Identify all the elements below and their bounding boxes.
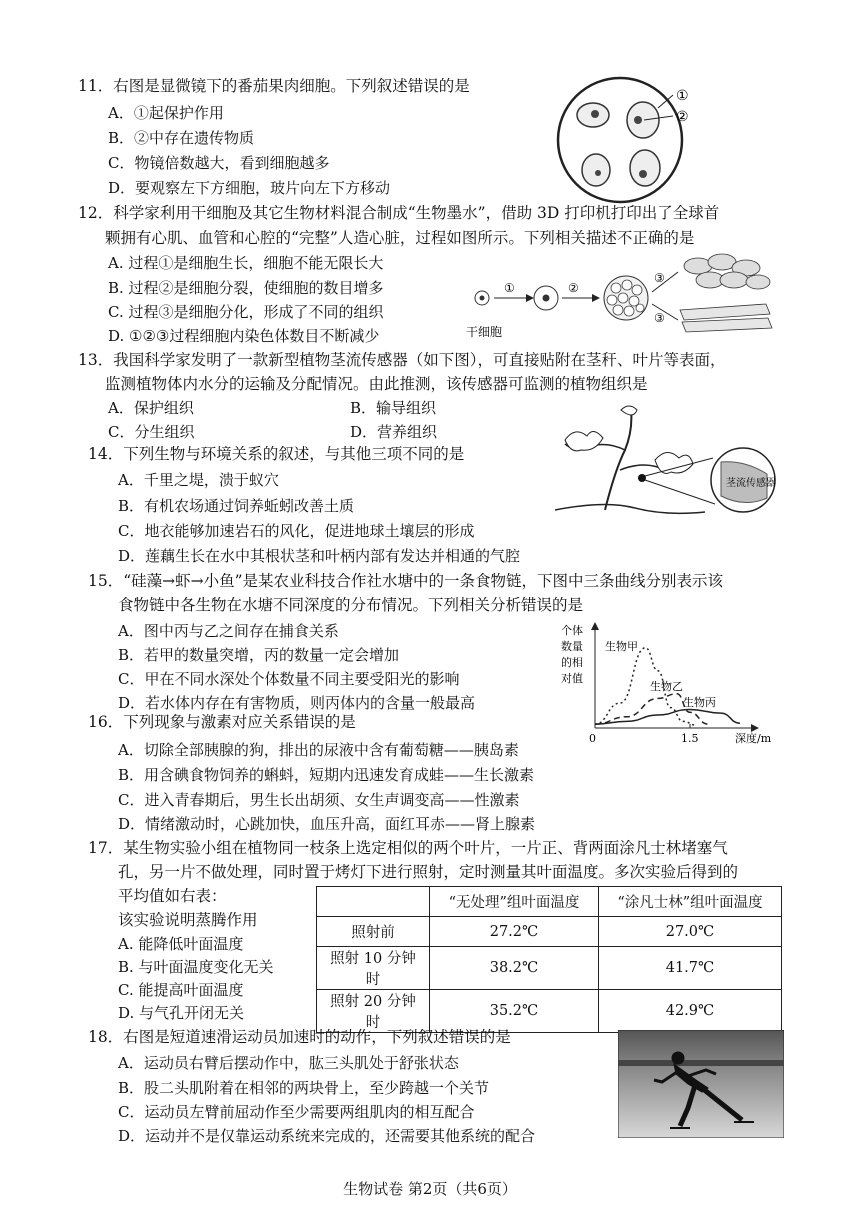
q15-option-c: C．甲在不同水深处个体数量不同主要受阳光的影响 (118, 670, 460, 688)
y-axis-label-4: 对值 (561, 672, 583, 685)
q14-option-b: B．有机农场通过饲养蚯蚓改善土质 (118, 497, 355, 515)
x-tick-1: 1.5 (681, 732, 699, 745)
microscope-cells-figure (548, 70, 708, 210)
q15-stem-line1: 15．“硅藻→虾→小鱼”是某农业科技合作社水塘中的一条食物链，下图中三条曲线分别表示该 (88, 572, 724, 590)
q18-option-c: C．运动员左臂前屈动作至少需要两组肌肉的相互配合 (118, 1103, 475, 1121)
series-line-3 (595, 709, 740, 724)
sensor-label: 茎流传感器 (726, 478, 776, 489)
q16-option-c: C．进入青春期后，男生长出胡须、女生声调变高——性激素 (118, 791, 520, 809)
table-cell: 38.2℃ (430, 947, 599, 990)
q17-stem-line2: 孔，另一片不做处理，同时置于烤灯下进行照射，定时测量其叶面温度。多次实验后得到的 (118, 863, 739, 881)
table-cell: 照射 20 分钟时 (317, 990, 430, 1033)
q16-option-d: D．情绪激动时，心跳加快，血压升高，面红耳赤——肾上腺素 (118, 815, 536, 833)
table-row (317, 917, 782, 947)
q12-stem-line1: 12．科学家利用干细胞及其它生物材料混合制成“生物墨水”，借助 3D 打印机打印出了全球首 (78, 204, 720, 222)
q17-stem-line4: 该实验说明蒸腾作用 (118, 911, 258, 929)
table-cell: 35.2℃ (430, 990, 599, 1033)
series-label-2: 生物乙 (650, 680, 683, 693)
q14-stem: 14．下列生物与环境关系的叙述，与其他三项不同的是 (88, 445, 465, 463)
q16-option-b: B．用含碘食物饲养的蝌蚪，短期内迅速发育成蛙——生长激素 (118, 766, 535, 784)
q18-option-d: D．运动并不是仅靠运动系统来完成的，还需要其他系统的配合 (118, 1127, 536, 1145)
q15-stem-line2: 食物链中各生物在水塘不同深度的分布情况。下列相关分析错误的是 (118, 596, 584, 614)
q12-stem-line2: 颗拥有心肌、血管和心腔的“完整”人造心脏，过程如图所示。下列相关描述不正确的是 (105, 229, 695, 247)
q12-option-c: C. 过程③是细胞分化，形成了不同的组织 (108, 303, 384, 321)
q12-option-d: D. ①②③过程细胞内染色体数目不断减少 (108, 327, 380, 345)
q17-stem-line1: 17．某生物实验小组在植物同一枝条上选定相似的两个叶片，一片正、背两面涂凡士林堵塞气 (88, 839, 728, 857)
q18-stem: 18．右图是短道速滑运动员加速时的动作，下列叙述错误的是 (88, 1028, 511, 1046)
process-label-3a: ③ (654, 271, 665, 285)
process-label-2: ② (568, 281, 579, 295)
q13-option-d: D．营养组织 (350, 423, 438, 441)
table-cell: 42.9℃ (599, 990, 782, 1033)
fig-label-1: ① (676, 88, 689, 104)
q11-option-a: A．①起保护作用 (108, 104, 224, 122)
table-cell: 27.0℃ (599, 917, 782, 947)
process-label-3b: ③ (654, 311, 665, 325)
q16-stem: 16．下列现象与激素对应关系错误的是 (88, 713, 356, 731)
q18-option-b: B．股二头肌附着在相邻的两块骨上，至少跨越一个关节 (118, 1079, 490, 1097)
q16-option-a: A．切除全部胰腺的狗，排出的尿液中含有葡萄糖——胰岛素 (118, 741, 519, 759)
q15-option-a: A．图中丙与乙之间存在捕食关系 (118, 622, 339, 640)
series-label-3: 生物丙 (683, 696, 716, 709)
q13-option-c: C．分生组织 (108, 423, 195, 441)
table-row (317, 947, 782, 990)
stem-cell-process-figure (466, 252, 786, 344)
q17-option-d: D. 与气孔开闭无关 (118, 1004, 245, 1022)
q17-option-a: A. 能降低叶面温度 (118, 935, 244, 953)
fig-label-2: ② (676, 109, 689, 125)
speed-skater-photo (618, 1030, 784, 1138)
q11-option-d: D．要观察左下方细胞，玻片向左下方移动 (108, 179, 391, 197)
temperature-table (316, 886, 782, 1033)
process-label-1: ① (504, 281, 515, 295)
depth-distribution-chart (555, 620, 795, 750)
q15-option-b: B．若甲的数量突增，丙的数量一定会增加 (118, 646, 400, 664)
page-footer: 生物试卷 第2页（共6页） (343, 1180, 517, 1198)
x-tick-0: 0 (589, 732, 596, 745)
y-axis-label-2: 数量 (561, 640, 583, 653)
q14-option-d: D．莲藕生长在水中其根状茎和叶柄内部有发达并相通的气腔 (118, 547, 521, 565)
q17-stem-line3: 平均值如右表： (118, 887, 227, 905)
q15-option-d: D．若水体内存在有害物质，则丙体内的含量一般最高 (118, 694, 476, 712)
series-label-1: 生物甲 (605, 640, 638, 653)
q11-option-b: B．②中存在遗传物质 (108, 129, 255, 147)
q14-option-c: C．地衣能够加速岩石的风化，促进地球土壤层的形成 (118, 522, 475, 540)
table-header-row (317, 887, 782, 917)
y-axis-label-1: 个体 (561, 624, 583, 637)
table-header-vaseline: “涂凡士林”组叶面温度 (599, 887, 782, 917)
table-cell: 照射前 (317, 917, 430, 947)
table-cell: 照射 10 分钟时 (317, 947, 430, 990)
q11-stem: 11．右图是显微镜下的番茄果肉细胞。下列叙述错误的是 (78, 77, 470, 95)
stem-cell-caption: 干细胞 (466, 325, 503, 339)
table-cell: 27.2℃ (430, 917, 599, 947)
q13-stem-line1: 13．我国科学家发明了一款新型植物茎流传感器（如下图），可直接贴附在茎秆、叶片等表面， (78, 351, 726, 369)
q13-option-b: B．输导组织 (350, 399, 437, 417)
q14-option-a: A．千里之堤，溃于蚁穴 (118, 471, 279, 489)
y-axis-label-3: 的相 (561, 656, 583, 669)
table-header-blank (317, 887, 430, 917)
q13-option-a: A．保护组织 (108, 399, 194, 417)
plant-sensor-figure (545, 400, 785, 530)
table-header-untreated: “无处理”组叶面温度 (430, 887, 599, 917)
q11-option-c: C．物镜倍数越大，看到细胞越多 (108, 154, 330, 172)
q18-option-a: A．运动员右臂后摆动作中，肱三头肌处于舒张状态 (118, 1054, 459, 1072)
q17-option-b: B. 与叶面温度变化无关 (118, 958, 274, 976)
q12-option-b: B. 过程②是细胞分裂，使细胞的数目增多 (108, 279, 384, 297)
x-axis-label: 深度/m (735, 732, 772, 745)
q12-option-a: A. 过程①是细胞生长，细胞不能无限长大 (108, 254, 384, 272)
q13-stem-line2: 监测植物体内水分的运输及分配情况。由此推测，该传感器可监测的植物组织是 (105, 375, 648, 393)
q17-option-c: C. 能提高叶面温度 (118, 981, 244, 999)
table-cell: 41.7℃ (599, 947, 782, 990)
